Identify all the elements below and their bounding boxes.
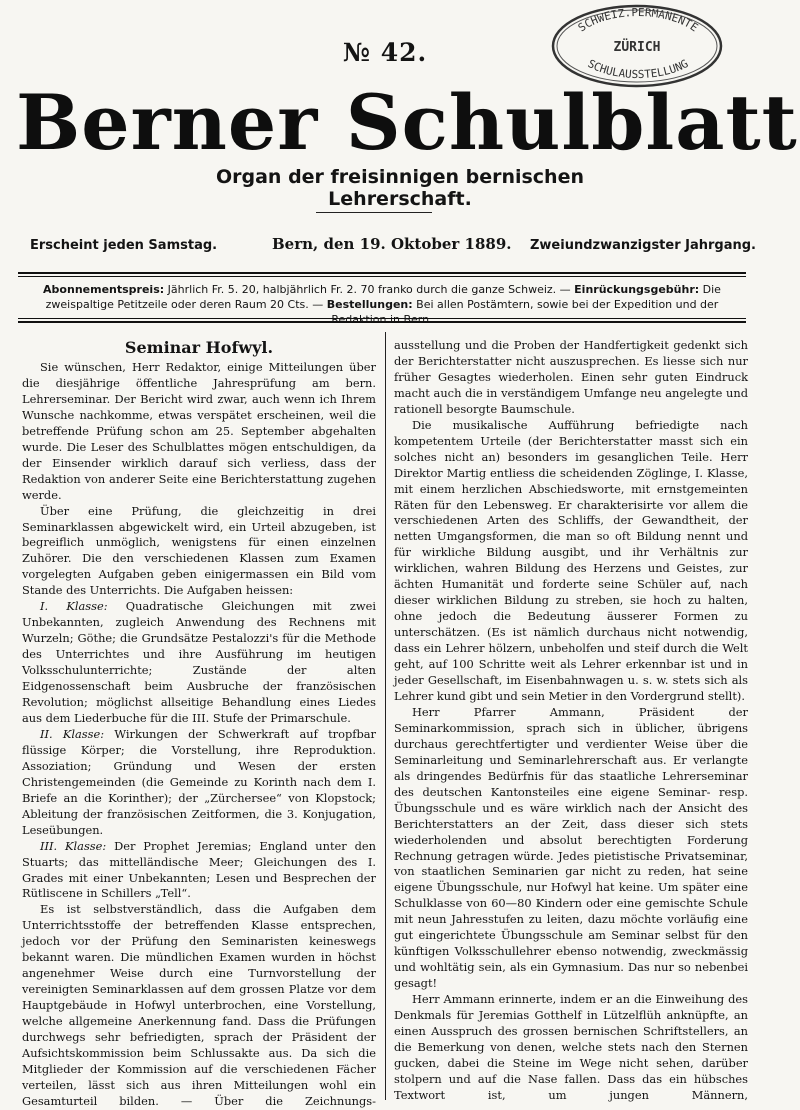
paragraph: Die musikalische Aufführung befriedigte nach kompetentem Urteile (der Berichterstatter masst sich ein solches nicht an) besonders im gesanglichen Teile. Herr Direktor Martig entliess die scheidenden Zöglinge, I. Klasse, mit einem herzlichen Abschiedsworte, mit ernstgemeinten Räten für den Lebensweg. Er charakterisirte vor allem die verschiedenen Arten des Schliffs, der Gewandtheit, der netten Umgangsformen, die man so oft Bildung nennt und für wirkliche Bildung ausgibt, und ihr Verhältnis zur wirklichen, wahren Bildung des Herzens und Geistes, zur ächten Humanität und forderte seine Schüler auf, nach dieser wirklichen Bildung zu streben, sie hoch zu halten, ohne jedoch die Bedeutung äusserer Formen zu unterschätzen. (Es ist nämlich durchaus nicht notwendig, dass ein Lehrer hölzern, unbeholfen und steif durch die Welt geht, auf 100 Schritte weit als Lehrer erkennbar ist und in jeder Gesellschaft, im Eisenbahnwagen u. s. w. stets sich als Lehrer kund gibt und sein Metier in den Vordergrund stellt). xyxy=(394,417,748,703)
class-label: I. Klasse: xyxy=(40,599,108,614)
class-two-tasks xyxy=(22,727,376,839)
class-text: Wirkungen der Schwerkraft auf tropfbar flüssige Körper; die Vorstellung, ihre Reproduktion. Assoziation; Gründung und Wesen der ersten Christengemeinden (die Gemeinde zu Korinth nach dem I. Briefe an die Korinther); der „Zürchersee“ von Klopstock; Ableitung der französischen Zeitformen, die 3. Konjugation, Leseübungen. xyxy=(22,726,376,837)
paragraph: Herr Pfarrer Ammann, Präsident der Seminarkommission, sprach sich in üblicher, übrigens durchaus gerechtfertigter und verdienter Weise über die Seminarleitung und Seminarlehrerschaft aus. Er verlangte als dringendes Bedürfnis für das staatliche Lehrerseminar des deutschen Kantonsteiles eine eigene Seminar- resp. Übungsschule und es wäre wirklich nach der Ansicht des Berichterstatters an der Zeit, dass dieser sich stets wiederholenden und absolut berechtigten Forderung Rechnung getragen würde. Jedes pietistische Privatseminar, von staatlichen Seminarien gar nicht zu reden, hat seine eigene Übungsschule, nur Hofwyl hat keine. Um später eine Schulklasse von 60—80 Kindern oder eine gemischte Schule mit neun Jahresstufen zu leiten, dazu möchte vorläufig eine gut eingerichtete Übungsschule am Seminar selbst für den künftigen Volksschullehrer ebenso notwendig, zweckmässig und wohltätig sein, als ein Gymnasium. Das nur so nebenbei gesagt! xyxy=(394,704,748,991)
library-stamp xyxy=(548,2,726,90)
article-column-right xyxy=(394,338,748,1104)
ornamental-rule xyxy=(316,212,432,213)
dateline xyxy=(30,235,756,257)
paragraph: Über eine Prüfung, die gleichzeitig in drei Seminarklassen abgewickelt wird, ein Urteil abzugeben, ist begreiflich unmöglich, wenigstens für einen einzelnen Zuhörer. Die den verschiedenen Klassen zum Examen vorgelegten Aufgaben geben einigermassen ein Bild vom Stande des Unterrichts. Die Aufgaben heissen: xyxy=(22,503,376,598)
column-divider xyxy=(385,332,386,1100)
volume-year: Zweiundzwanzigster Jahrgang. xyxy=(529,238,756,253)
insert-text: Die zweispaltige Petitzeile oder deren Raum 20 Cts. — xyxy=(45,283,721,311)
stamp-oval-icon xyxy=(548,2,726,90)
class-label: III. Klasse: xyxy=(40,838,107,853)
order-label: Bestellungen: xyxy=(326,298,413,311)
paragraph: Es ist selbstverständlich, dass die Aufgaben dem Unterrichtsstoffe der betreffenden Klasse entsprechen, jedoch vor der Prüfung den Seminaristen keineswegs bekannt waren. Die mündlichen Examen wurden in höchst angenehmer Weise durch eine Turnvorstellung der vereinigten Seminarklassen auf dem grossen Platze vor dem Hauptgebäude in Hofwyl unterbrochen, eine Vorstellung, welche allgemeine Anerkennung fand. Dass die Prüfungen durchwegs sehr befriedigten, sprach der Präsident der Aufsichtskommission beim Schlussakte aus. Da sich die Mitglieder der Kommission auf die verschiedenen Fächer verteilen, lässt sich aus ihren Mitteilungen wohl ein Gesamturteil bilden. — Über die Zeichnungs- xyxy=(22,902,376,1108)
article-column-left xyxy=(22,360,376,1110)
header-rule xyxy=(18,272,746,274)
stamp-top-text: SCHWEIZ.PERMANENTE xyxy=(575,5,701,35)
abo-label: Abonnementspreis: xyxy=(43,283,165,296)
stamp-center-text: ZÜRICH xyxy=(613,40,661,55)
paragraph: Herr Ammann erinnerte, indem er an die Einweihung des Denkmals für Jeremias Gotthelf in Lützelflüh anknüpfte, an einen Ausspruch des grossen bernischen Schriftstellers, an die Bemerkung von denen, welche stets nach den Sternen gucken, dabei die Steine im Wege nicht sehen, darüber stolpern und auf die Nase fallen. Dass das ein hübsches Textwort ist, um jungen Männern, xyxy=(394,992,748,1102)
paragraph: ausstellung und die Proben der Handfertigkeit gedenkt sich der Berichterstatter nicht auszusprechen. Es liesse sich nur früher Gesagtes wiederholen. Einen sehr guten Eindruck macht auch die in verständigem Umfange neu angelegte und rationell besorgte Baumschule. xyxy=(394,338,748,416)
publication-frequency: Erscheint jeden Samstag. xyxy=(30,238,218,253)
class-text: Der Prophet Jeremias; England unter den Stuarts; das mittelländische Meer; Gleichungen des I. Grades mit einer Unbekannten; Lesen und Besprechen der Rütliscene in Schillers „Tell“. xyxy=(22,838,376,901)
header-rule-thin xyxy=(18,276,746,277)
insert-label: Einrückungsgebühr: xyxy=(574,283,700,296)
abo-text: Jährlich Fr. 5. 20, halbjährlich Fr. 2. 70 franko durch die ganze Schweiz. — xyxy=(167,283,571,296)
class-one-tasks xyxy=(22,599,376,727)
masthead-title: Berner Schulblatt xyxy=(16,78,798,167)
article-title: Seminar Hofwyl. xyxy=(124,338,274,357)
class-three-tasks xyxy=(22,839,376,903)
terms-rule-thin xyxy=(18,318,746,319)
class-label: II. Klasse: xyxy=(40,726,105,741)
masthead-subtitle: Organ der freisinnigen bernischen Lehrerschaft. xyxy=(215,166,584,210)
issue-date: Bern, den 19. Oktober 1889. xyxy=(272,235,512,253)
order-text: Bei allen Postämtern, sowie bei der Expedition und der Redaktion in Bern. xyxy=(331,298,719,326)
paragraph: Sie wünschen, Herr Redaktor, einige Mitteilungen über die diesjährige öffentliche Jahresprüfung am bern. Lehrerseminar. Der Bericht wird zwar, auch wenn ich Ihrem Wunsche nachkomme, etwas verspätet erscheinen, weil die betreffende Prüfung schon am 25. September abgehalten wurde. Die Leser des Schulblattes mögen entschuldigen, da der Einsender wirklich darauf sich verliess, dass der Redaktion von anderer Seite eine Berichterstattung zugehen werde. xyxy=(22,360,376,502)
terms-rule xyxy=(18,321,746,323)
class-text: Quadratische Gleichungen mit zwei Unbekannten, zugleich Anwendung des Rechnens mit Wurzeln; Göthe; die Grundsätze Pestalozzi's für die Methode des Unterrichtes und ihre Ausführung im heutigen Volksschulunterrichte; Zustände der alten Eidgenossenschaft beim Ausbruche der französischen Revolution; möglichst allseitige Behandlung eines Liedes aus dem Liederbuche für die III. Stufe der Primarschule. xyxy=(22,599,376,725)
stamp-bottom-text: SCHULAUSSTELLUNG xyxy=(585,57,691,82)
issue-number: № 42. xyxy=(342,38,428,67)
